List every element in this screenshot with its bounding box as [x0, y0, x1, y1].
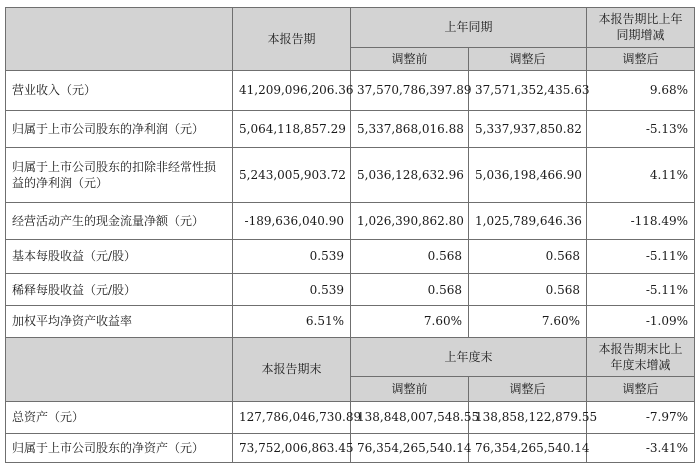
table-row — [6, 402, 695, 433]
subheader-change-after-adjustment: 调整后 — [587, 47, 695, 70]
current-value: 127,786,046,730.89 — [233, 402, 351, 433]
header-current-period: 本报告期 — [233, 8, 351, 71]
before-value: 76,354,265,540.14 — [351, 433, 469, 462]
row-label: 经营活动产生的现金流量净额（元） — [6, 203, 233, 240]
row-label: 基本每股收益（元/股） — [6, 239, 233, 273]
header-row — [6, 337, 695, 377]
row-label: 稀释每股收益（元/股） — [6, 274, 233, 306]
before-value: 1,026,390,862.80 — [351, 203, 469, 240]
after-value: 0.568 — [469, 239, 587, 273]
before-value: 138,848,007,548.55 — [351, 402, 469, 433]
change-value: -7.97% — [587, 402, 695, 433]
subheader-before-adjustment: 调整前 — [351, 47, 469, 70]
current-value: 5,243,005,903.72 — [233, 147, 351, 202]
after-value: 37,571,352,435.63 — [469, 70, 587, 111]
header-change: 本报告期末比上年度末增减 — [587, 337, 695, 377]
before-value: 37,570,786,397.89 — [351, 70, 469, 111]
row-label: 归属于上市公司股东的扣除非经常性损益的净利润（元） — [6, 147, 233, 202]
table-row — [6, 306, 695, 337]
after-value: 5,036,198,466.90 — [469, 147, 587, 202]
row-label: 归属于上市公司股东的净资产（元） — [6, 433, 233, 462]
current-value: -189,636,040.90 — [233, 203, 351, 240]
current-value: 0.539 — [233, 239, 351, 273]
table-row — [6, 274, 695, 306]
current-value: 5,064,118,857.29 — [233, 111, 351, 148]
change-value: -5.11% — [587, 239, 695, 273]
table-row — [6, 111, 695, 148]
change-value: -3.41% — [587, 433, 695, 462]
change-value: -1.09% — [587, 306, 695, 337]
header-row — [6, 8, 695, 48]
financial-data-table — [5, 7, 695, 463]
before-value: 7.60% — [351, 306, 469, 337]
header-last-year-period: 上年同期 — [351, 8, 587, 48]
before-value: 0.568 — [351, 274, 469, 306]
header-corner-cell — [6, 337, 233, 402]
after-value: 7.60% — [469, 306, 587, 337]
current-value: 73,752,006,863.45 — [233, 433, 351, 462]
header-change: 本报告期比上年同期增减 — [587, 8, 695, 48]
change-value: -118.49% — [587, 203, 695, 240]
subheader-before-adjustment: 调整前 — [351, 377, 469, 402]
table-row — [6, 70, 695, 111]
after-value: 76,354,265,540.14 — [469, 433, 587, 462]
change-value: 9.68% — [587, 70, 695, 111]
before-value: 0.568 — [351, 239, 469, 273]
table-row — [6, 433, 695, 462]
current-value: 41,209,096,206.36 — [233, 70, 351, 111]
change-value: -5.13% — [587, 111, 695, 148]
change-value: -5.11% — [587, 274, 695, 306]
header-last-year-end: 上年度末 — [351, 337, 587, 377]
header-current-period-end: 本报告期末 — [233, 337, 351, 402]
after-value: 1,025,789,646.36 — [469, 203, 587, 240]
subheader-after-adjustment: 调整后 — [469, 377, 587, 402]
change-value: 4.11% — [587, 147, 695, 202]
table-row — [6, 203, 695, 240]
after-value: 0.568 — [469, 274, 587, 306]
table-row — [6, 239, 695, 273]
before-value: 5,036,128,632.96 — [351, 147, 469, 202]
before-value: 5,337,868,016.88 — [351, 111, 469, 148]
row-label: 加权平均净资产收益率 — [6, 306, 233, 337]
subheader-after-adjustment: 调整后 — [469, 47, 587, 70]
subheader-change-after-adjustment: 调整后 — [587, 377, 695, 402]
row-label: 总资产（元） — [6, 402, 233, 433]
row-label: 归属于上市公司股东的净利润（元） — [6, 111, 233, 148]
after-value: 138,858,122,879.55 — [469, 402, 587, 433]
current-value: 0.539 — [233, 274, 351, 306]
table-row — [6, 147, 695, 202]
header-corner-cell — [6, 8, 233, 71]
current-value: 6.51% — [233, 306, 351, 337]
row-label: 营业收入（元） — [6, 70, 233, 111]
after-value: 5,337,937,850.82 — [469, 111, 587, 148]
